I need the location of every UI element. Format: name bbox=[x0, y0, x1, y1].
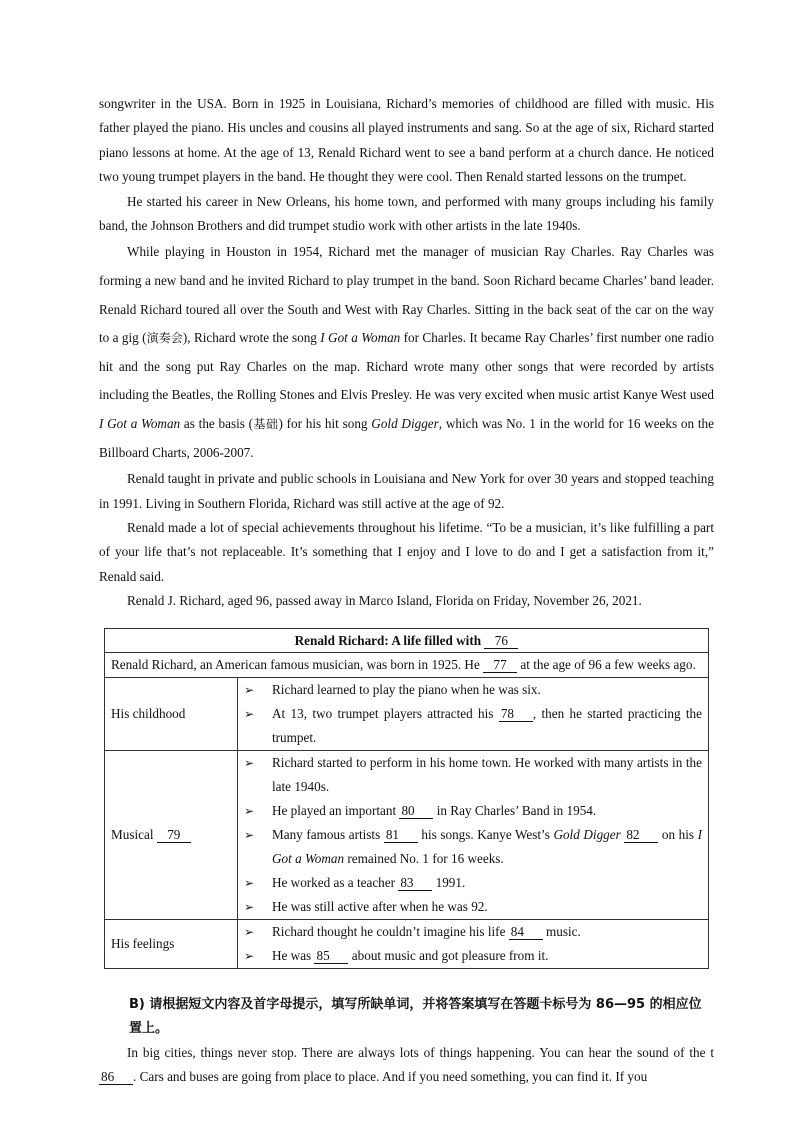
arrowhead-bullet-icon: ➢ bbox=[244, 925, 255, 939]
paragraph-4: Renald taught in private and public schools in Louisiana and New York for over 30 years and stopped teaching in 1991. Living in Southern Florida, Richard was still active at the age of 92. bbox=[99, 471, 714, 511]
blank-84[interactable]: 84 bbox=[509, 925, 543, 940]
table-title: Renald Richard: A life filled with 76 bbox=[105, 629, 709, 653]
song-title: I Got a Woman bbox=[320, 330, 401, 346]
arrowhead-bullet-icon: ➢ bbox=[244, 828, 255, 842]
blank-83[interactable]: 83 bbox=[398, 876, 432, 891]
section-b-passage: In big cities, things never stop. There are always lots of things happening. You can hear the sound of the t86 . Cars and buses are going from place to place. And if you need something, you can find it. If you bbox=[101, 1045, 714, 1084]
blank-81[interactable]: 81 bbox=[384, 828, 418, 843]
paragraph-6: Renald J. Richard, aged 96, passed away in Marco Island, Florida on Friday, November 26, 2021. bbox=[127, 593, 642, 609]
arrowhead-bullet-icon: ➢ bbox=[244, 707, 255, 721]
arrowhead-bullet-icon: ➢ bbox=[244, 900, 255, 914]
basis-annotation: 基础 bbox=[253, 417, 279, 431]
musical-bullets bbox=[238, 751, 709, 920]
blank-79[interactable]: 79 bbox=[157, 828, 191, 843]
list-item: ➢ He played an important 80 in Ray Charles’ Band in 1954. bbox=[244, 799, 702, 823]
blank-86[interactable]: 86 bbox=[99, 1070, 133, 1085]
blank-85[interactable]: 85 bbox=[314, 949, 348, 964]
list-item: ➢ Many famous artists 81 his songs. Kanye West’s Gold Digger 82 on his I Got a Woman remained No. 1 for 16 weeks. bbox=[244, 823, 702, 871]
arrowhead-bullet-icon: ➢ bbox=[244, 756, 255, 770]
gig-annotation: 演奏会 bbox=[146, 331, 183, 346]
list-item: ➢ Richard thought he couldn’t imagine his life 84 music. bbox=[244, 920, 702, 944]
section-b-instruction: B) 请根据短文内容及首字母提示，填写所缺单词，并将答案填写在答题卡标号为 86—95 的相应位置上。 bbox=[129, 997, 702, 1036]
arrowhead-bullet-icon: ➢ bbox=[244, 949, 255, 963]
arrowhead-bullet-icon: ➢ bbox=[244, 804, 255, 818]
paragraph-2: He started his career in New Orleans, his home town, and performed with many groups including his family band, the Johnson Brothers and did trumpet studio work with other artists in the late 1940s. bbox=[99, 193, 714, 234]
summary-table bbox=[104, 628, 709, 969]
childhood-bullets bbox=[238, 678, 709, 751]
blank-76[interactable]: 76 bbox=[484, 634, 518, 649]
paragraph-5: Renald made a lot of special achievements throughout his lifetime. “To be a musician, it’s like fulfilling a part of your life that’s not replaceable. It’s something that I enjoy and I love to do and I get a satisfaction from it,” Renald said. bbox=[99, 520, 714, 584]
passage-text bbox=[99, 92, 714, 614]
arrowhead-bullet-icon: ➢ bbox=[244, 683, 255, 697]
row-label-feelings: His feelings bbox=[105, 920, 238, 969]
song-title: I Got a Woman bbox=[99, 416, 181, 431]
blank-77[interactable]: 77 bbox=[483, 658, 517, 673]
blank-78[interactable]: 78 bbox=[499, 707, 533, 722]
row-label-childhood: His childhood bbox=[105, 678, 238, 751]
feelings-bullets bbox=[238, 920, 709, 969]
list-item: ➢ At 13, two trumpet players attracted his 78 , then he started practicing the trumpet. bbox=[244, 702, 702, 750]
paragraph-3: While playing in Houston in 1954, Richard met the manager of musician Ray Charles. Ray Charles was forming a new band and he invited Richard to play trumpet in the band. Soon Richard became Charles’ band leader. Renald Richard toured all over the South and West with Ray Charles. Sitting in the back seat of the car on the way to a gig (演奏会), Richard wrote the song I Got a Woman for Charles. It became Ray Charles’ first number one radio hit and the song put Ray Charles on the map. Richard wrote many other songs that were recorded by artists including the Beatles, the Rolling Stones and Elvis Presley. He was very excited when music artist Kanye West used I Got a Woman as the basis (基础) for his hit song Gold Digger, which was No. 1 in the world for 16 weeks on the Billboard Charts, 2006-2007. bbox=[99, 244, 714, 460]
table-intro: Renald Richard, an American famous musician, was born in 1925. He 77 at the age of 96 a few weeks ago. bbox=[105, 653, 709, 678]
list-item: ➢ He worked as a teacher 83 1991. bbox=[244, 871, 702, 895]
blank-80[interactable]: 80 bbox=[399, 804, 433, 819]
list-item: ➢ He was still active after when he was 92. bbox=[244, 895, 702, 919]
section-b bbox=[99, 993, 714, 1089]
list-item: ➢ Richard learned to play the piano when he was six. bbox=[244, 678, 702, 702]
blank-82[interactable]: 82 bbox=[624, 828, 658, 843]
paragraph-1: songwriter in the USA. Born in 1925 in Louisiana, Richard’s memories of childhood are filled with music. His father played the piano. His uncles and cousins all played instruments and sang. So at the age of six, Richard started piano lessons at home. At the age of 13, Renald Richard went to see a band perform at a church dance. He noticed two young trumpet players in the band. He thought they were cool. Then Renald started lessons on the trumpet. bbox=[99, 96, 714, 185]
list-item: ➢ He was 85 about music and got pleasure from it. bbox=[244, 944, 702, 968]
list-item: ➢ Richard started to perform in his home town. He worked with many artists in the late 1940s. bbox=[244, 751, 702, 799]
song-title: Gold Digger bbox=[371, 416, 439, 431]
arrowhead-bullet-icon: ➢ bbox=[244, 876, 255, 890]
row-label-musical: Musical 79 bbox=[105, 751, 238, 920]
